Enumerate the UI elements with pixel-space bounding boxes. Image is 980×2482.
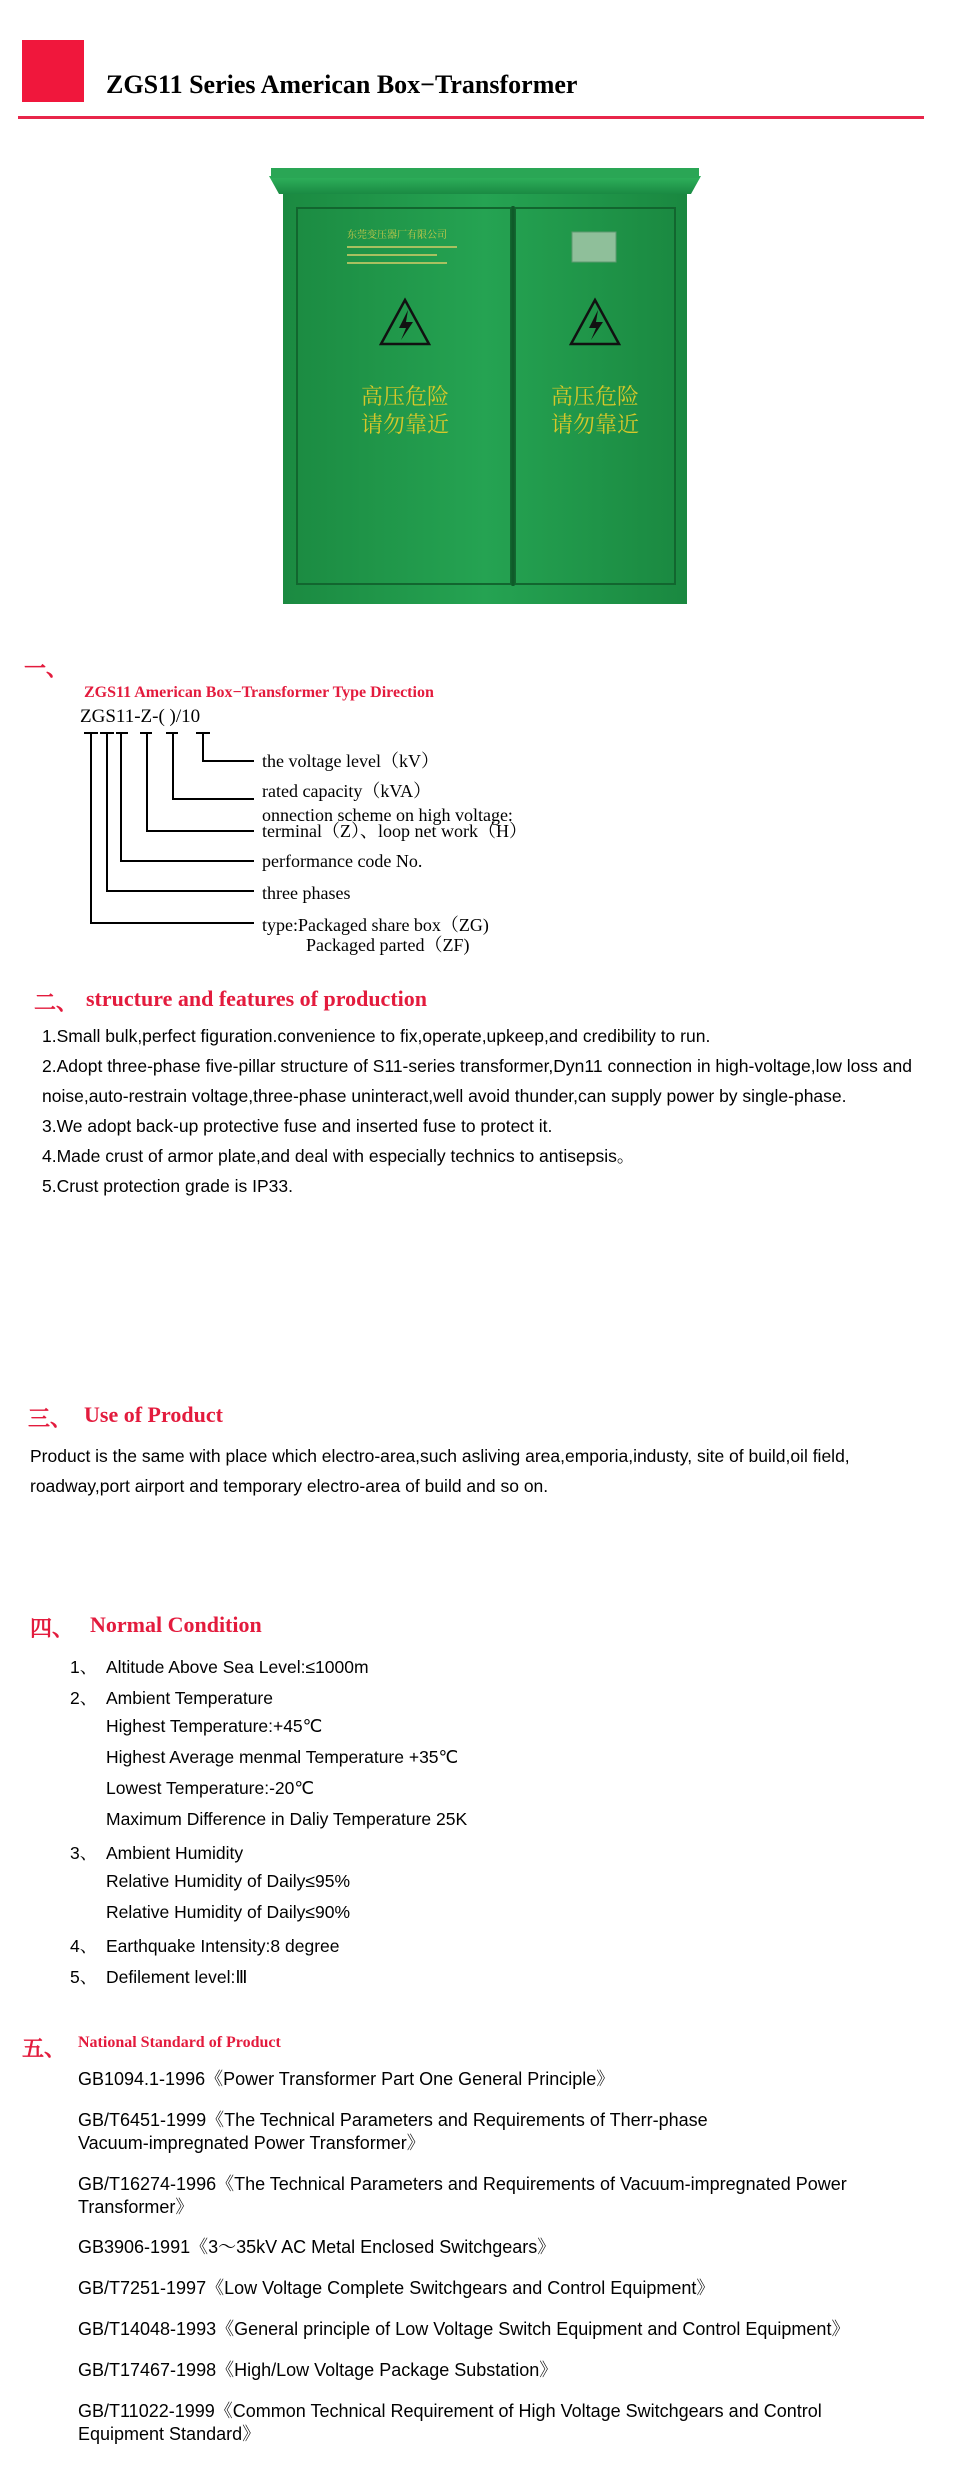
section-number: 四、 [30, 1616, 75, 1641]
condition-item: Ambient Humidity [106, 1843, 244, 1863]
feature-line: 3.We adopt back-up protective fuse and inserted fuse to protect it. [42, 1116, 553, 1136]
standard-item: GB/T17467-1998《High/Low Voltage Package Substation》 [78, 2360, 558, 2380]
section-number: 二、 [34, 990, 79, 1015]
standard-item: GB1094.1-1996《Power Transformer Part One General Principle》 [78, 2069, 615, 2089]
section-title: Use of Product [84, 1402, 223, 1427]
standard-item: GB/T14048-1993《General principle of Low Voltage Switch Equipment and Control Equipment》 [78, 2319, 850, 2339]
standard-item: GB3906-1991《3～35kV AC Metal Enclosed Switchgears》 [78, 2237, 556, 2257]
condition-item: Earthquake Intensity:8 degree [106, 1936, 340, 1956]
header-accent-square [22, 40, 84, 102]
warning-text: 请勿靠近 [550, 413, 640, 438]
condition-item: Highest Average menmal Temperature +35℃ [106, 1747, 459, 1767]
product-image [267, 166, 703, 606]
feature-line: 5.Crust protection grade is IP33. [42, 1176, 293, 1196]
label-performance-code: performance code No. [262, 851, 423, 871]
header-divider [18, 116, 924, 119]
section-number: 三、 [28, 1406, 73, 1431]
condition-item: Defilement level:Ⅲ [106, 1967, 248, 1987]
warning-text: 高压危险 [360, 385, 450, 410]
model-code: ZGS11-Z-( )/10 [80, 706, 201, 727]
label-type-parted: Packaged parted（ZF) [306, 935, 470, 955]
section-title: National Standard of Product [78, 2034, 281, 2051]
item-number: 2、 [70, 1688, 98, 1708]
condition-item: Highest Temperature:+45℃ [106, 1716, 323, 1736]
warning-text: 高压危险 [550, 385, 640, 410]
item-number: 4、 [70, 1936, 98, 1956]
section-title: structure and features of production [86, 986, 427, 1011]
item-number: 5、 [70, 1967, 98, 1987]
condition-item: Lowest Temperature:-20℃ [106, 1778, 315, 1798]
svg-text:东莞变压器厂有限公司: 东莞变压器厂有限公司 [347, 230, 447, 241]
standard-item: GB/T16274-1996《The Technical Parameters and Requirements of Vacuum-impregnated Power Transformer》 [78, 2174, 847, 2217]
condition-item: Relative Humidity of Daily≤95% [106, 1871, 351, 1891]
feature-line: 2.Adopt three-phase five-pillar structure of S11-series transformer,Dyn11 connection in high-voltage,low loss and [42, 1056, 912, 1076]
standard-item: GB/T6451-1999《The Technical Parameters and Requirements of Therr-phase Vacuum-impregnated Power Transformer》 [78, 2110, 708, 2153]
condition-item: Relative Humidity of Daily≤90% [106, 1902, 351, 1922]
condition-item: Ambient Temperature [106, 1688, 273, 1708]
label-type: type:Packaged share box（ZG) [262, 915, 489, 935]
section-number: 一、 [24, 656, 69, 681]
paragraph-line: Product is the same with place which electro-area,such asliving area,emporia,industy, site of build,oil field, [30, 1446, 850, 1466]
standard-item: GB/T7251-1997《Low Voltage Complete Switchgears and Control Equipment》 [78, 2278, 715, 2298]
feature-line: noise,auto-restrain voltage,three-phase uninteract,well avoid thunder,can supply power by single-phase. [42, 1086, 847, 1106]
label-connection-options: terminal（Z）、loop net work（H） [262, 821, 527, 841]
label-three-phases: three phases [262, 883, 351, 903]
condition-item: Maximum Difference in Daliy Temperature 25K [106, 1809, 468, 1829]
warning-text: 请勿靠近 [360, 413, 450, 438]
features-list [42, 1021, 912, 1201]
label-voltage-level: the voltage level（kV） [262, 751, 439, 771]
label-connection-scheme: onnection scheme on high voltage: [262, 805, 513, 825]
section-subtitle: ZGS11 American Box−Transformer Type Direction [84, 684, 434, 701]
standard-item: GB/T11022-1999《Common Technical Requirement of High Voltage Switchgears and Control Equipment Standard》 [78, 2401, 822, 2444]
feature-line: 4.Made crust of armor plate,and deal with especially technics to antisepsis。 [42, 1146, 635, 1166]
label-rated-capacity: rated capacity（kVA） [262, 781, 432, 801]
section-title: Normal Condition [90, 1612, 262, 1637]
use-of-product-text [30, 1441, 850, 1501]
paragraph-line: roadway,port airport and temporary electro-area of build and so on. [30, 1476, 549, 1496]
page-title: ZGS11 Series American Box−Transformer [106, 70, 578, 99]
feature-line: 1.Small bulk,perfect figuration.convenience to fix,operate,upkeep,and credibility to run. [42, 1026, 711, 1046]
condition-item: Altitude Above Sea Level:≤1000m [106, 1657, 369, 1677]
item-number: 3、 [70, 1843, 98, 1863]
section-number: 五、 [22, 2036, 67, 2061]
item-number: 1、 [70, 1657, 98, 1677]
